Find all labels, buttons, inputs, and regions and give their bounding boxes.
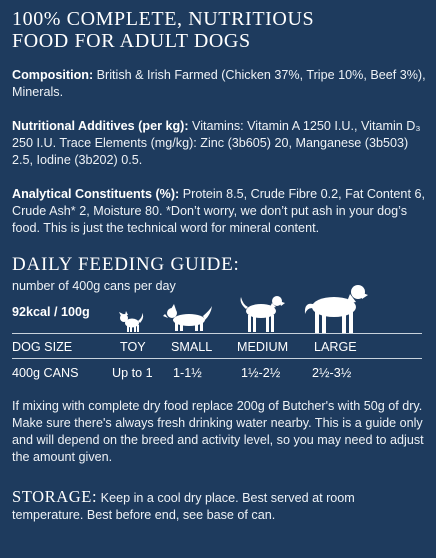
amount-large: 2½-3½ <box>312 366 352 380</box>
storage-paragraph <box>12 488 426 524</box>
large-dog-icon <box>302 282 368 334</box>
dog-size-header: DOG SIZE <box>12 340 73 354</box>
feeding-guide-title: DAILY FEEDING GUIDE: <box>12 254 240 275</box>
headline <box>12 8 412 52</box>
amount-small: 1-1½ <box>173 366 202 380</box>
composition-label: Composition: <box>12 68 94 82</box>
analytical-text: Protein 8.5, Crude Fibre 0.2, Fat Content 6, Crude Ash* 2, Moisture 80. *Don’t worry, we don’t put ash in your dog’s food. This is just the technical word for mineral content. <box>12 187 425 235</box>
mixing-note: If mixing with complete dry food replace 200g of Butcher's with 50g of dry. Make sure there's always fresh drinking water nearby. This is a guide only and will depend on the breed and activity level, so you may need to adjust the amount given. <box>12 399 424 464</box>
storage-text: Keep in a cool dry place. Best served at room temperature. Best before end, see base of can. <box>12 491 355 522</box>
additives-paragraph <box>12 118 426 169</box>
size-toy: TOY <box>120 340 146 354</box>
storage-title: STORAGE: <box>12 487 98 506</box>
feeding-guide-subtitle: number of 400g cans per day <box>12 279 176 293</box>
amount-medium: 1½-2½ <box>241 366 281 380</box>
size-small: SMALL <box>171 340 213 354</box>
headline-line-2: FOOD FOR ADULT DOGS <box>12 30 251 52</box>
analytical-label: Analytical Constituents (%): <box>12 187 180 201</box>
table-middle-divider <box>12 358 422 359</box>
toy-dog-icon <box>118 311 146 333</box>
small-dog-icon <box>163 302 213 332</box>
kcal-value: 92kcal / 100g <box>12 305 90 319</box>
additives-text: Vitamins: Vitamin A 1250 I.U., Vitamin D₃ 250 I.U. Trace Elements (mg/kg): Zinc (3b605) 20, Manganese (3b503) 2.5, Iodine (3b202) 0.5. <box>12 119 421 167</box>
headline-line-1: 100% COMPLETE, NUTRITIOUS <box>12 8 315 30</box>
size-large: LARGE <box>314 340 357 354</box>
cans-row-label: 400g CANS <box>12 366 79 380</box>
size-medium: MEDIUM <box>237 340 289 354</box>
medium-dog-icon <box>235 293 285 333</box>
additives-label: Nutritional Additives (per kg): <box>12 119 189 133</box>
composition-text: British & Irish Farmed (Chicken 37%, Tripe 10%, Beef 3%), Minerals. <box>12 68 426 99</box>
analytical-paragraph <box>12 186 426 237</box>
composition-paragraph <box>12 67 426 101</box>
amount-toy: Up to 1 <box>112 366 153 380</box>
table-top-divider <box>12 333 422 334</box>
